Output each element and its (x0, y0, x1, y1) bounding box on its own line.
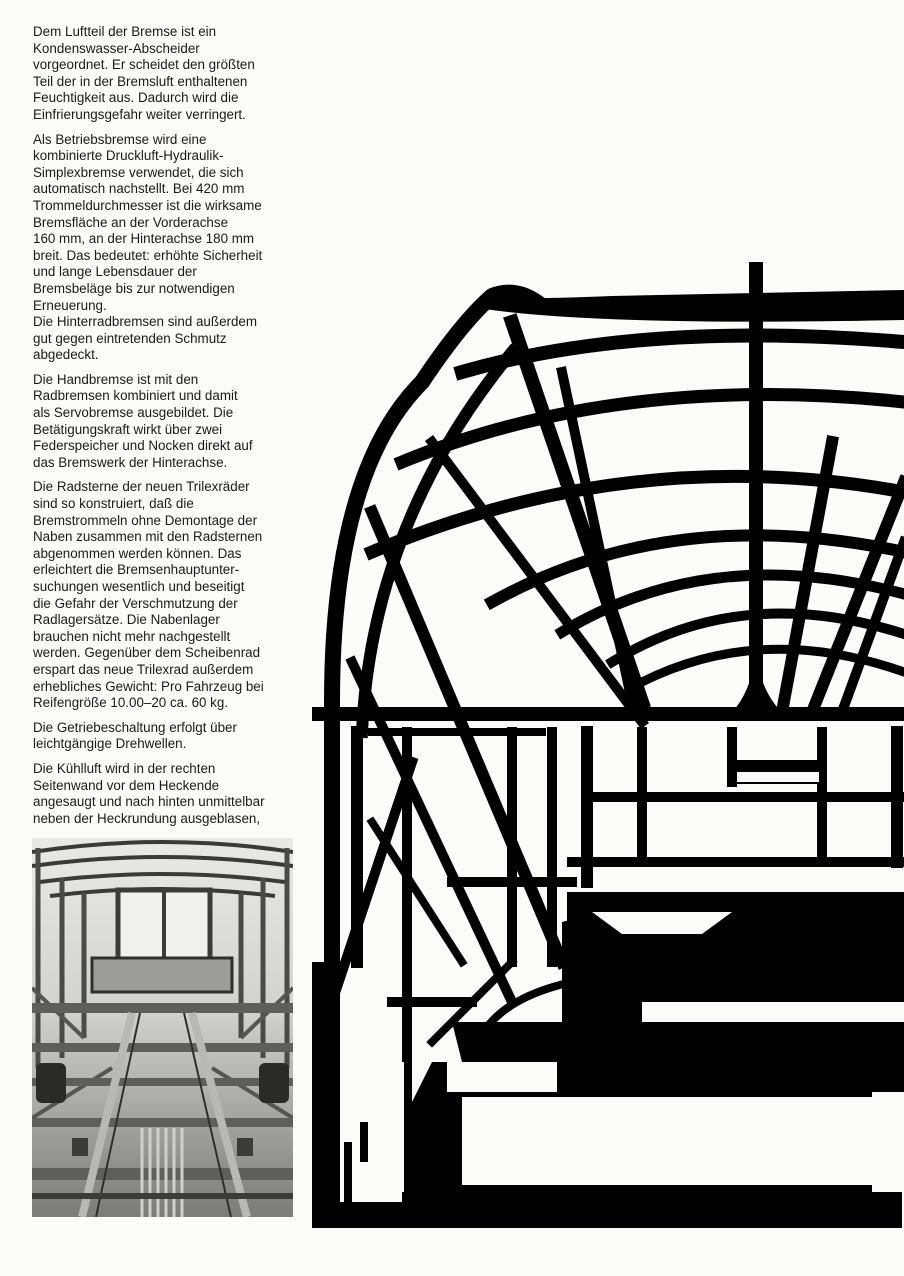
text-line: Die Handbremse ist mit den (33, 371, 199, 387)
text-line: Die Radsterne der neuen Trilexräder (33, 479, 250, 495)
text-line: Bremsfläche an der Vorderachse (33, 214, 229, 230)
chassis-frame-photo (32, 838, 293, 1217)
paragraph-trilex-wheels (33, 479, 301, 711)
text-line: kombinierte Druckluft-Hydraulik- (33, 148, 224, 164)
text-line: Feuchtigkeit aus. Dadurch wird die (33, 90, 239, 106)
text-line: Teil der in der Bremsluft enthaltenen (33, 73, 248, 89)
bus-frame-silhouette-graphic (312, 262, 904, 1228)
text-line: erspart das neue Trilexrad außerdem (33, 661, 254, 677)
text-line: Die Kühlluft wird in der rechten (33, 760, 216, 776)
text-line: Trommeldurchmesser ist die wirksame (33, 197, 262, 213)
text-line: Die Hinterradbremsen sind außerdem (33, 314, 258, 330)
paragraph-condensate-separator (33, 24, 301, 124)
body-text-column (33, 24, 301, 835)
text-line: das Bremswerk der Hinterachse. (33, 454, 228, 470)
text-line: abgenommen werden können. Das (33, 545, 242, 561)
text-line: neben der Heckrundung ausgeblasen, (33, 810, 261, 826)
text-line: Radbremsen kombiniert und damit (33, 388, 238, 404)
text-line: leichtgängige Drehwellen. (33, 736, 187, 752)
paragraph-cooling-air (33, 761, 301, 827)
text-line: Kondenswasser-Abscheider (33, 40, 200, 56)
text-line: und lange Lebensdauer der (33, 264, 197, 280)
text-line: Reifengröße 10.00–20 ca. 60 kg. (33, 695, 229, 711)
text-line: brauchen nicht mehr nachgestellt (33, 628, 231, 644)
text-line: die Gefahr der Verschmutzung der (33, 595, 238, 611)
text-line: Erneuerung. (33, 297, 107, 313)
paragraph-hand-brake (33, 372, 301, 472)
text-line: Betätigungskraft wirkt über zwei (33, 421, 223, 437)
text-line: Einfrierungsgefahr weiter verringert. (33, 106, 246, 122)
text-line: als Servobremse ausgebildet. Die (33, 405, 234, 421)
text-line: Als Betriebsbremse wird eine (33, 131, 207, 147)
text-line: sind so konstruiert, daß die (33, 496, 194, 512)
paragraph-service-brake (33, 132, 301, 364)
text-line: breit. Das bedeutet: erhöhte Sicherheit (33, 247, 263, 263)
text-line: Bremsbeläge bis zur notwendigen (33, 280, 235, 296)
text-line: Die Getriebeschaltung erfolgt über (33, 719, 237, 735)
text-line: automatisch nachstellt. Bei 420 mm (33, 181, 245, 197)
text-line: angesaugt und nach hinten unmittelbar (33, 794, 265, 810)
text-line: vorgeordnet. Er scheidet den größten (33, 57, 255, 73)
text-line: Radlagersätze. Die Nabenlager (33, 612, 220, 628)
text-line: gut gegen eintretenden Schmutz (33, 330, 227, 346)
chassis-photo-graphic (32, 838, 293, 1217)
text-line: Federspeicher und Nocken direkt auf (33, 438, 253, 454)
text-line: erleichtert die Bremsenhauptunter- (33, 562, 240, 578)
text-line: 160 mm, an der Hinterachse 180 mm (33, 231, 255, 247)
text-line: erhebliches Gewicht: Pro Fahrzeug bei (33, 678, 264, 694)
text-line: Naben zusammen mit den Radsternen (33, 529, 263, 545)
text-line: Simplexbremse verwendet, die sich (33, 164, 244, 180)
text-line: werden. Gegenüber dem Scheibenrad (33, 645, 261, 661)
paragraph-gear-shift (33, 720, 301, 753)
bus-frame-silhouette (312, 262, 904, 1228)
text-line: suchungen wesentlich und beseitigt (33, 579, 245, 594)
text-line: Dem Luftteil der Bremse ist ein (33, 24, 217, 39)
text-line: abgedeckt. (33, 347, 99, 363)
text-line: Bremstrommeln ohne Demontage der (33, 512, 258, 528)
text-line: Seitenwand vor dem Heckende (33, 777, 220, 793)
